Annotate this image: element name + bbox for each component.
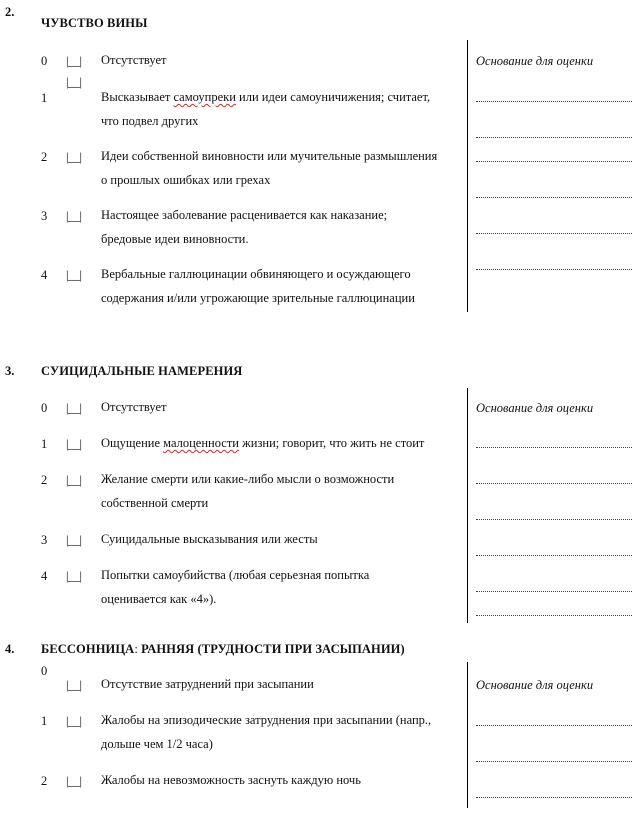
score-number: 3 bbox=[41, 209, 48, 223]
item-text: Высказывает самоупреки или идеи самоуничижения; считает, bbox=[101, 90, 431, 104]
item-text: Отсутствует bbox=[101, 400, 167, 414]
basis-label: Основание для оценки bbox=[476, 54, 594, 68]
answer-line[interactable] bbox=[476, 614, 632, 616]
answer-line[interactable] bbox=[476, 518, 632, 520]
score-checkbox[interactable]: |__| bbox=[66, 569, 82, 583]
score-number: 0 bbox=[41, 664, 48, 678]
column-divider bbox=[467, 662, 468, 808]
section-title: ЧУВСТВО ВИНЫ bbox=[41, 16, 148, 30]
score-number: 1 bbox=[41, 437, 48, 451]
item-text: Вербальные галлюцинации обвиняющего и осуждающего bbox=[101, 267, 411, 281]
score-checkbox[interactable]: |__| bbox=[66, 54, 82, 68]
item-text: собственной смерти bbox=[101, 496, 209, 510]
item-text: Жалобы на эпизодические затруднения при засыпании (напр., bbox=[101, 713, 432, 727]
basis-label: Основание для оценки bbox=[476, 678, 594, 692]
score-number: 2 bbox=[41, 774, 48, 788]
item-text: оценивается как «4»). bbox=[101, 592, 217, 606]
score-checkbox[interactable]: |__| bbox=[66, 437, 82, 451]
answer-line[interactable] bbox=[476, 196, 632, 198]
item-text: Ощущение малоценности жизни; говорит, что жить не стоит bbox=[101, 436, 425, 450]
answer-line[interactable] bbox=[476, 160, 632, 162]
score-checkbox[interactable]: |__| bbox=[66, 209, 82, 223]
item-text: Суицидальные высказывания или жесты bbox=[101, 532, 318, 546]
section-number: 2. bbox=[5, 5, 15, 19]
score-number: 0 bbox=[41, 54, 48, 68]
score-checkbox[interactable]: |__| bbox=[66, 75, 82, 89]
section-title: СУИЦИДАЛЬНЫЕ НАМЕРЕНИЯ bbox=[41, 364, 243, 378]
item-text: Желание смерти или какие-либо мысли о возможности bbox=[101, 472, 395, 486]
answer-line[interactable] bbox=[476, 482, 632, 484]
answer-line[interactable] bbox=[476, 232, 632, 234]
item-text: Попытки самоубийства (любая серьезная попытка bbox=[101, 568, 370, 582]
score-checkbox[interactable]: |__| bbox=[66, 401, 82, 415]
score-number: 0 bbox=[41, 401, 48, 415]
section-title: БЕССОННИЦА: РАННЯЯ (ТРУДНОСТИ ПРИ ЗАСЫПАНИИ) bbox=[41, 642, 405, 656]
score-checkbox[interactable]: |__| bbox=[66, 150, 82, 164]
column-divider bbox=[467, 40, 468, 312]
score-checkbox[interactable]: |__| bbox=[66, 678, 82, 692]
answer-line[interactable] bbox=[476, 724, 632, 726]
answer-line[interactable] bbox=[476, 590, 632, 592]
item-text: бредовые идеи виновности. bbox=[101, 232, 249, 246]
score-number: 2 bbox=[41, 473, 48, 487]
item-text: что подвел других bbox=[101, 114, 199, 128]
item-text: Отсутствие затруднений при засыпании bbox=[101, 677, 314, 691]
answer-line[interactable] bbox=[476, 796, 632, 798]
basis-label: Основание для оценки bbox=[476, 401, 594, 415]
score-number: 2 bbox=[41, 150, 48, 164]
answer-line[interactable] bbox=[476, 760, 632, 762]
answer-line[interactable] bbox=[476, 100, 632, 102]
column-divider bbox=[467, 388, 468, 623]
item-text: дольше чем 1/2 часа) bbox=[101, 737, 213, 751]
score-number: 3 bbox=[41, 533, 48, 547]
section-number: 4. bbox=[5, 642, 15, 656]
item-text: о прошлых ошибках или грехах bbox=[101, 173, 271, 187]
answer-line[interactable] bbox=[476, 268, 632, 270]
answer-line[interactable] bbox=[476, 446, 632, 448]
score-checkbox[interactable]: |__| bbox=[66, 473, 82, 487]
score-checkbox[interactable]: |__| bbox=[66, 774, 82, 788]
item-text: Настоящее заболевание расценивается как наказание; bbox=[101, 208, 388, 222]
score-number: 4 bbox=[41, 569, 48, 583]
score-number: 4 bbox=[41, 268, 48, 282]
score-checkbox[interactable]: |__| bbox=[66, 714, 82, 728]
answer-line[interactable] bbox=[476, 554, 632, 556]
score-number: 1 bbox=[41, 714, 48, 728]
item-text: Идеи собственной виновности или мучительные размышления bbox=[101, 149, 438, 163]
score-number: 1 bbox=[41, 91, 48, 105]
answer-line[interactable] bbox=[476, 136, 632, 138]
item-text: Отсутствует bbox=[101, 53, 167, 67]
item-text: Жалобы на невозможность заснуть каждую ночь bbox=[101, 773, 361, 787]
item-text: содержания и/или угрожающие зрительные галлюцинации bbox=[101, 291, 415, 305]
score-checkbox[interactable]: |__| bbox=[66, 533, 82, 547]
section-number: 3. bbox=[5, 364, 15, 378]
score-checkbox[interactable]: |__| bbox=[66, 268, 82, 282]
